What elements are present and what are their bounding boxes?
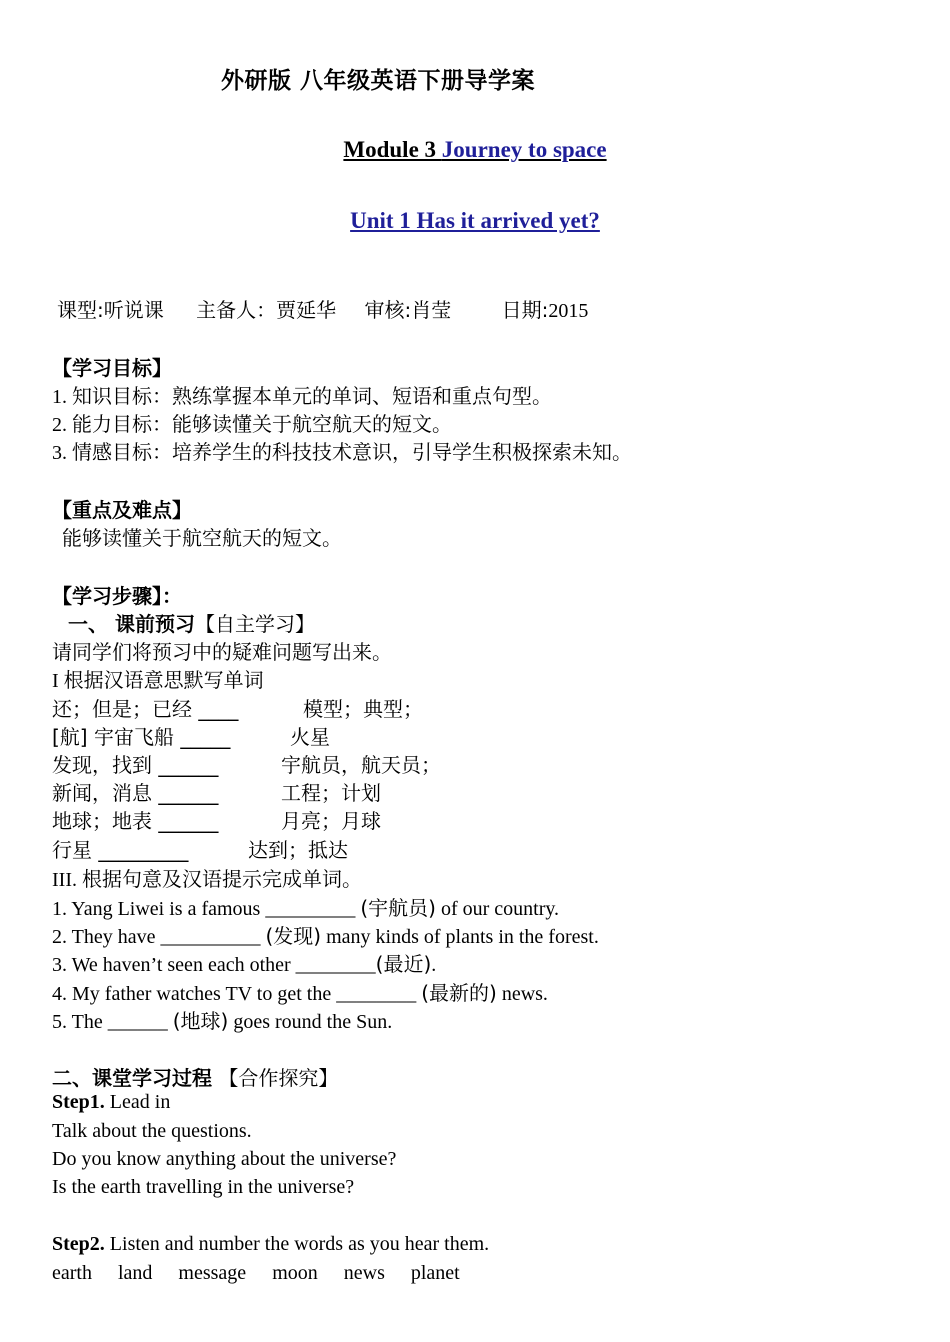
sentence-end: goes round the Sun. (228, 1011, 393, 1033)
objective-text: 知识目标：熟练掌握本单元的单词、短语和重点句型。 (72, 384, 552, 408)
lesson-reviewer: 审核:肖莹 (364, 298, 452, 322)
section1-number: I (52, 670, 64, 692)
vocab-left: [航] 宇宙飞船 _____ (52, 725, 231, 749)
sentence-start: 3. We haven’t seen each other ________ (52, 954, 376, 976)
word-list (52, 1262, 486, 1285)
vocab-row (0, 721, 950, 749)
lesson-type: 课型:听说课 (57, 298, 164, 322)
vocab-row (0, 805, 950, 833)
fill-sentence (52, 892, 559, 921)
instruction-text: 请同学们将预习中的疑难问题写出来。 (52, 640, 392, 664)
fill-sentence (52, 920, 599, 949)
step1-line: Talk about the questions. (52, 1120, 252, 1142)
objective-item (52, 380, 552, 409)
date-value: 2015 (548, 300, 589, 322)
vocab-left: 行星 _________ (52, 838, 189, 862)
vocab-left: 地球；地表 ______ (52, 809, 219, 833)
step1-line: Is the earth travelling in the universe? (52, 1176, 355, 1198)
part2-subtitle: 【合作探究】 (212, 1066, 339, 1090)
part1-heading (68, 608, 315, 637)
step1-label: Step1. (52, 1091, 105, 1113)
vocab-right: 工程；计划 (281, 781, 381, 805)
step1-text: Lead in (104, 1091, 171, 1113)
vocab-row (0, 749, 950, 777)
sentence-end: many kinds of plants in the forest. (321, 926, 599, 948)
vocab-right: 月亮；月球 (281, 809, 381, 833)
sentence-hint: (最近) (375, 952, 432, 976)
fill-sentence (52, 977, 548, 1006)
section3-title (52, 863, 362, 892)
step2-text: Listen and number the words as you hear them. (104, 1233, 490, 1255)
date-label: 日期: (501, 298, 549, 322)
sentence-end: news. (496, 983, 548, 1005)
word-item: news (343, 1262, 385, 1284)
section3-number: III. (52, 869, 82, 891)
word-item: message (178, 1262, 247, 1284)
vocab-left: 还；但是；已经 ____ (52, 697, 239, 721)
vocab-row (0, 777, 950, 805)
section1-title (52, 664, 264, 693)
objective-number: 1. (52, 386, 72, 408)
steps-heading: 【学习步骤】： (52, 584, 182, 608)
step2-label: Step2. (52, 1233, 105, 1255)
word-item: moon (272, 1262, 318, 1284)
keypoints-text: 能够读懂关于航空航天的短文。 (62, 526, 342, 550)
word-item: earth (52, 1262, 92, 1284)
word-item: planet (410, 1262, 460, 1284)
vocab-left: 发现，找到 ______ (52, 753, 219, 777)
sentence-start: 1. Yang Liwei is a famous _________ (52, 898, 361, 920)
part2-heading (52, 1062, 338, 1091)
fill-sentence (52, 948, 436, 977)
vocab-right: 模型；典型； (303, 697, 423, 721)
vocab-right: 达到；抵达 (248, 838, 348, 862)
fill-sentence (52, 1005, 392, 1034)
objective-item (52, 408, 452, 437)
section3-text: 根据句意及汉语提示完成单词。 (81, 867, 362, 891)
sentence-hint: (最新的) (421, 981, 497, 1005)
sentence-end: of our country. (435, 898, 560, 920)
lesson-preparer: 主备人：贾延华 (196, 298, 337, 322)
lesson-info (57, 294, 588, 323)
objectives-heading: 【学习目标】 (52, 356, 172, 380)
vocab-right: 火星 (290, 725, 330, 749)
vocab-row (0, 834, 950, 862)
lesson-date (502, 294, 589, 323)
vocab-left: 新闻，消息 ______ (52, 781, 219, 805)
sentence-hint: (宇航员) (360, 896, 436, 920)
section1-text: 根据汉语意思默写单词 (63, 668, 264, 692)
step2-heading (52, 1233, 489, 1256)
objective-item (52, 436, 632, 465)
word-item: land (117, 1262, 153, 1284)
module-heading (0, 137, 950, 163)
document-title: 外研版 八年级英语下册导学案 (221, 68, 536, 94)
step1-heading (52, 1091, 170, 1114)
module-name: Journey to space (441, 137, 607, 162)
sentence-hint: (发现) (265, 924, 322, 948)
keypoints-heading: 【重点及难点】 (52, 498, 192, 522)
sentence-start: 2. They have __________ (52, 926, 266, 948)
unit-heading: Unit 1 Has it arrived yet? (350, 208, 600, 233)
vocab-right: 宇航员，航天员； (281, 753, 441, 777)
objective-text: 能力目标：能够读懂关于航空航天的短文。 (72, 412, 452, 436)
sentence-start: 5. The ______ (52, 1011, 173, 1033)
sentence-start: 4. My father watches TV to get the ________ (52, 983, 422, 1005)
module-prefix: Module 3 (343, 137, 442, 162)
step1-line: Do you know anything about the universe? (52, 1148, 397, 1170)
objective-number: 3. (52, 442, 72, 464)
sentence-end: . (431, 954, 437, 976)
part2-title: 二、课堂学习过程 (52, 1066, 212, 1090)
sentence-hint: (地球) (172, 1009, 229, 1033)
objective-text: 情感目标：培养学生的科技技术意识，引导学生积极探索未知。 (72, 440, 632, 464)
vocab-row (0, 693, 950, 721)
part1-title: 一、 课前预习 (68, 612, 195, 636)
part1-subtitle: 【自主学习】 (194, 612, 315, 636)
objective-number: 2. (52, 414, 72, 436)
